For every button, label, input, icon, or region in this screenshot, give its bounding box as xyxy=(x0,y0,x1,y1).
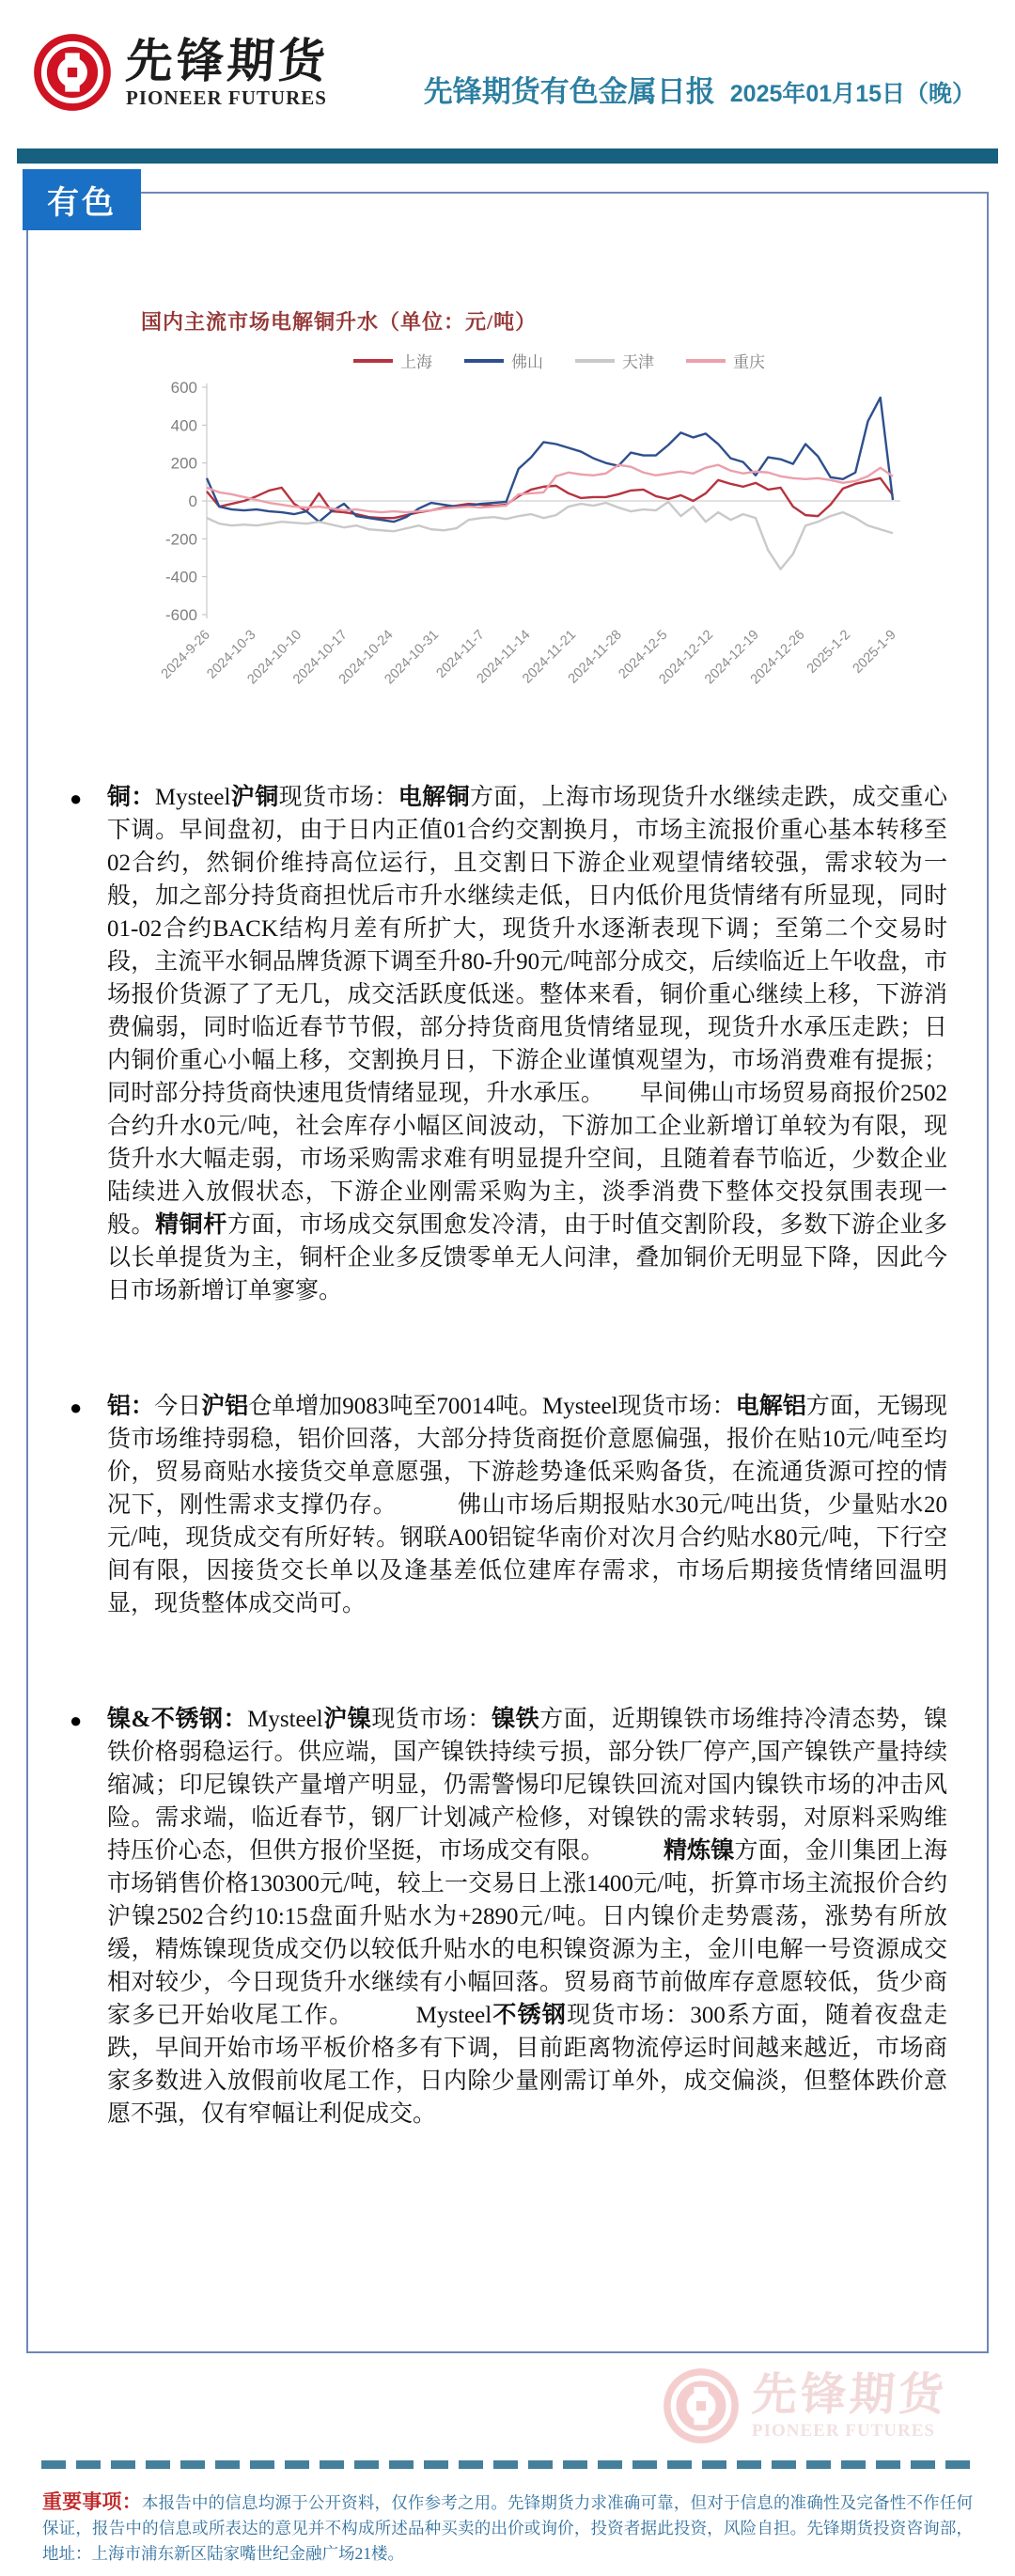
bullet-icon: ● xyxy=(70,1709,83,1732)
nickel-section xyxy=(70,1703,947,2131)
legend-item-天津: 天津 xyxy=(575,349,654,372)
watermark-brand-en: PIONEER FUTURES xyxy=(751,2420,935,2441)
legend-swatch-icon xyxy=(575,359,615,363)
legend-item-上海: 上海 xyxy=(353,349,432,372)
legend-swatch-icon xyxy=(353,359,393,363)
header-divider-bar xyxy=(17,148,998,164)
svg-text:-400: -400 xyxy=(164,568,197,586)
aluminum-section xyxy=(70,1390,947,1620)
copper-paragraph: 铜：Mysteel沪铜现货市场：电解铜方面，上海市场现货升水继续走跌，成交重心下调。早间盘初，由于日内正值01合约交割换月，市场主流报价重心基本转移至02合约，然铜价维持高位运行，且交割日下游企业观望情绪较强，需求较为一般，加之部分持货商担忧后市升水继续走低，日内低价甩货情绪有所显现，同时01-02合约BACK结构月差有所扩大，现货升水逐渐表现下调；至第二个交易时段，主流平水铜品牌货源下调至升80-升90元/吨部分成交，后续临近上午收盘，市场报价货源了了无几，成交活跃度低迷。整体来看，铜价重心继续上移，下游消费偏弱，同时临近春节节假，部分持货商甩货情绪显现，现货升水承压走跌；日内铜价重心小幅上移，交割换月日，下游企业谨慎观望为，市场消费难有提振；同时部分持货商快速甩货情绪显现，升水承压。 早间佛山市场贸易商报价2502合约升水0元/吨，社会库存小幅区间波动，下游加工企业新增订单较为有限，现货升水大幅走弱，市场采购需求难有明显提升空间，且随着春节临近，少数企业陆续进入放假状态，下游企业刚需采购为主，淡季消费下整体交投氛围表现一般。精铜杆方面，市场成交氛围愈发冷清，由于时值交割阶段，多数下游企业多以长单提货为主，铜杆企业多反馈零单无人问津，叠加铜价无明显下降，因此今日市场新增订单寥寥。 xyxy=(107,785,947,1304)
legend-item-佛山: 佛山 xyxy=(464,349,543,372)
report-date: 2025年01月15日（晚） xyxy=(729,81,976,107)
chart-legend xyxy=(197,349,921,372)
svg-text:2024-10-17: 2024-10-17 xyxy=(290,627,351,688)
svg-text:2024-11-14: 2024-11-14 xyxy=(474,627,534,687)
legend-swatch-icon xyxy=(686,359,726,363)
svg-text:2025-1-9: 2025-1-9 xyxy=(850,627,899,677)
report-header xyxy=(0,0,1015,141)
disclaimer xyxy=(42,2490,973,2567)
brand-name-cn: 先锋期货 xyxy=(124,34,331,87)
svg-text:-200: -200 xyxy=(164,530,197,549)
footer-watermark xyxy=(0,2366,947,2445)
svg-text:2025-1-2: 2025-1-2 xyxy=(804,627,854,677)
svg-text:2024-12-26: 2024-12-26 xyxy=(747,627,808,688)
nonferrous-section-box xyxy=(26,185,989,2353)
bullet-icon: ● xyxy=(70,787,83,810)
svg-text:2024-11-28: 2024-11-28 xyxy=(565,627,625,687)
pioneer-logo-watermark-icon xyxy=(662,2366,741,2445)
bullet-icon: ● xyxy=(70,1396,83,1419)
nickel-paragraph: 镍&不锈钢：Mysteel沪镍现货市场：镍铁方面，近期镍铁市场维持冷清态势，镍铁价格弱稳运行。供应端，国产镍铁持续亏损，部分铁厂停产,国产镍铁产量持续缩减；印尼镍铁产量增产明显，仍需警惕印尼镍铁回流对国内镍铁市场的冲击风险。需求端，临近春节，钢厂计划减产检修，对镍铁的需求转弱，对原料采购维持压价心态，但供方报价坚挺，市场成交有限。 精炼镍方面，金川集团上海市场销售价格130300元/吨，较上一交易日上涨1400元/吨，折算市场主流报价合约沪镍2502合约10:15盘面升贴水为+2890元/吨。日内镍价走势震荡，涨势有所放缓，精炼镍现货成交仍以较低升贴水的电积镍资源为主，金川电解一号资源成交相对较少，今日现货升水继续有小幅回落。贸易商节前做库存意愿较低，货少商家多已开始收尾工作。 Mysteel不锈钢现货市场：300系方面，随着夜盘走跌，早间开始市场平板价格多有下调，目前距离物流停运时间越来越近，市场商家多数进入放假前收尾工作，日内除少量刚需订单外，成交偏淡，但整体跌价意愿不强，仅有窄幅让利促成交。 xyxy=(107,1707,947,2127)
svg-text:0: 0 xyxy=(188,492,197,510)
page-title: 先锋期货有色金属日报 xyxy=(423,75,715,108)
commentary-sections xyxy=(28,728,987,2131)
svg-text:2024-11-21: 2024-11-21 xyxy=(520,627,580,687)
disclaimer-text: 本报告中的信息均源于公开资料，仅作参考之用。先锋期货力求准确可靠，但对于信息的准确性及完备性不作任何保证，报告中的信息或所表达的意见并不构成所述品种买卖的出价或询价，投资者据此投资，风险自担。先锋期货投资咨询部，地址：上海市浦东新区陆家嘴世纪金融广场21楼。 xyxy=(42,2493,974,2563)
section-tag: 有色 xyxy=(23,169,141,230)
series-line-天津 xyxy=(207,502,893,570)
pioneer-logo-icon xyxy=(32,32,113,113)
svg-text:2024-12-12: 2024-12-12 xyxy=(656,627,717,688)
aluminum-paragraph: 铝：今日沪铝仓单增加9083吨至70014吨。Mysteel现货市场：电解铝方面，无锡现货市场维持弱稳，铝价回落，大部分持货商挺价意愿偏强，报价在贴10元/吨至均价，贸易商贴水接货交单意愿强，下游趁势逢低采购备货，在流通货源可控的情况下，刚性需求支撑仍存。 佛山市场后期报贴水30元/吨出货，少量贴水20元/吨，现货成交有所好转。钢联A00铝锭华南价对次月合约贴水80元/吨，下行空间有限，因接货交长单以及逢基差低位建库存需求，市场后期接货情绪回温明显，现货整体成交尚可。 xyxy=(107,1394,947,1616)
legend-swatch-icon xyxy=(464,359,504,363)
disclaimer-label: 重要事项： xyxy=(42,2490,142,2513)
svg-text:2024-12-5: 2024-12-5 xyxy=(616,627,671,682)
svg-text:2024-10-31: 2024-10-31 xyxy=(382,627,443,688)
svg-text:-600: -600 xyxy=(164,606,197,624)
copper-premium-chart xyxy=(141,306,921,728)
svg-text:2024-9-26: 2024-9-26 xyxy=(158,627,213,682)
dashed-divider xyxy=(41,2460,974,2469)
legend-item-重庆: 重庆 xyxy=(686,349,765,372)
svg-text:2024-10-10: 2024-10-10 xyxy=(244,627,305,688)
chart-title: 国内主流市场电解铜升水（单位：元/吨） xyxy=(141,310,538,334)
svg-text:2024-12-19: 2024-12-19 xyxy=(702,627,762,688)
watermark-brand-cn: 先锋期货 xyxy=(750,2369,949,2420)
svg-text:600: 600 xyxy=(170,379,197,397)
svg-text:2024-10-3: 2024-10-3 xyxy=(204,627,259,682)
brand-block xyxy=(32,32,329,113)
svg-text:200: 200 xyxy=(170,454,197,473)
chart-plot-area xyxy=(141,374,921,724)
svg-text:400: 400 xyxy=(170,416,197,435)
svg-text:2024-11-7: 2024-11-7 xyxy=(433,627,488,681)
svg-text:2024-10-24: 2024-10-24 xyxy=(336,627,397,688)
brand-name-en: PIONEER FUTURES xyxy=(126,86,327,109)
copper-section xyxy=(70,781,947,1307)
